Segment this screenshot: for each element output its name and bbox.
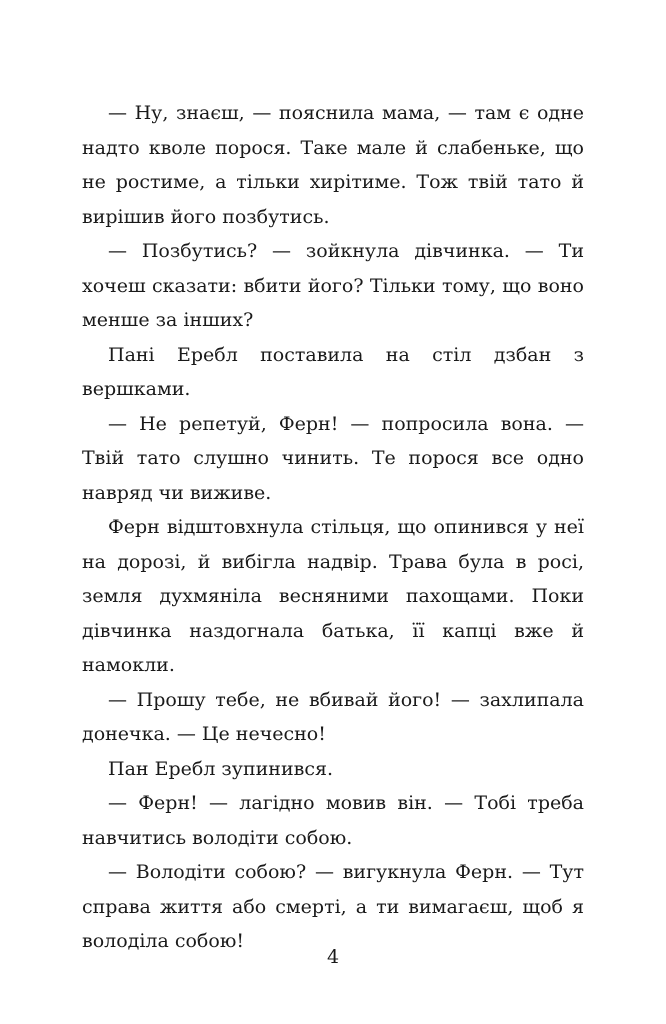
page-body-text [82, 96, 584, 959]
paragraph: — Володіти собою? — вигукнула Ферн. — Тут справа життя або смерті, а ти вимагаєш, щоб я володіла собою! [82, 861, 584, 952]
paragraph: — Позбутись? — зойкнула дівчинка. — Ти хочеш сказати: вбити його? Тільки тому, що воно менше за інших? [82, 240, 584, 331]
paragraph: — Ну, знаєш, — пояснила мама, — там є одне надто кволе порося. Таке мале й слабеньке, що не ростиме, а тільки хирітиме. Тож твій тато й вирішив його позбутись. [82, 102, 584, 228]
paragraph: Пані Еребл поставила на стіл дзбан з вершками. [82, 343, 584, 400]
paragraph: Ферн відштовхнула стільця, що опинився у неї на дорозі, й вибігла надвір. Трава була в росі, земля духмяніла весняними пахощами. Поки дівчинка наздогнала батька, її капці вже й намокли. [82, 516, 584, 676]
page-number: 4 [326, 946, 340, 968]
paragraph: — Ферн! — лагідно мовив він. — Тобі треба навчитись володіти собою. [82, 792, 584, 849]
paragraph: — Прошу тебе, не вбивай його! — захлипала донечка. — Це нечесно! [82, 688, 584, 745]
paragraph: Пан Еребл зупинився. [108, 757, 333, 780]
paragraph: — Не репетуй, Ферн! — попросила вона. — Твій тато слушно чинить. Те порося все одно навряд чи виживе. [82, 412, 584, 504]
